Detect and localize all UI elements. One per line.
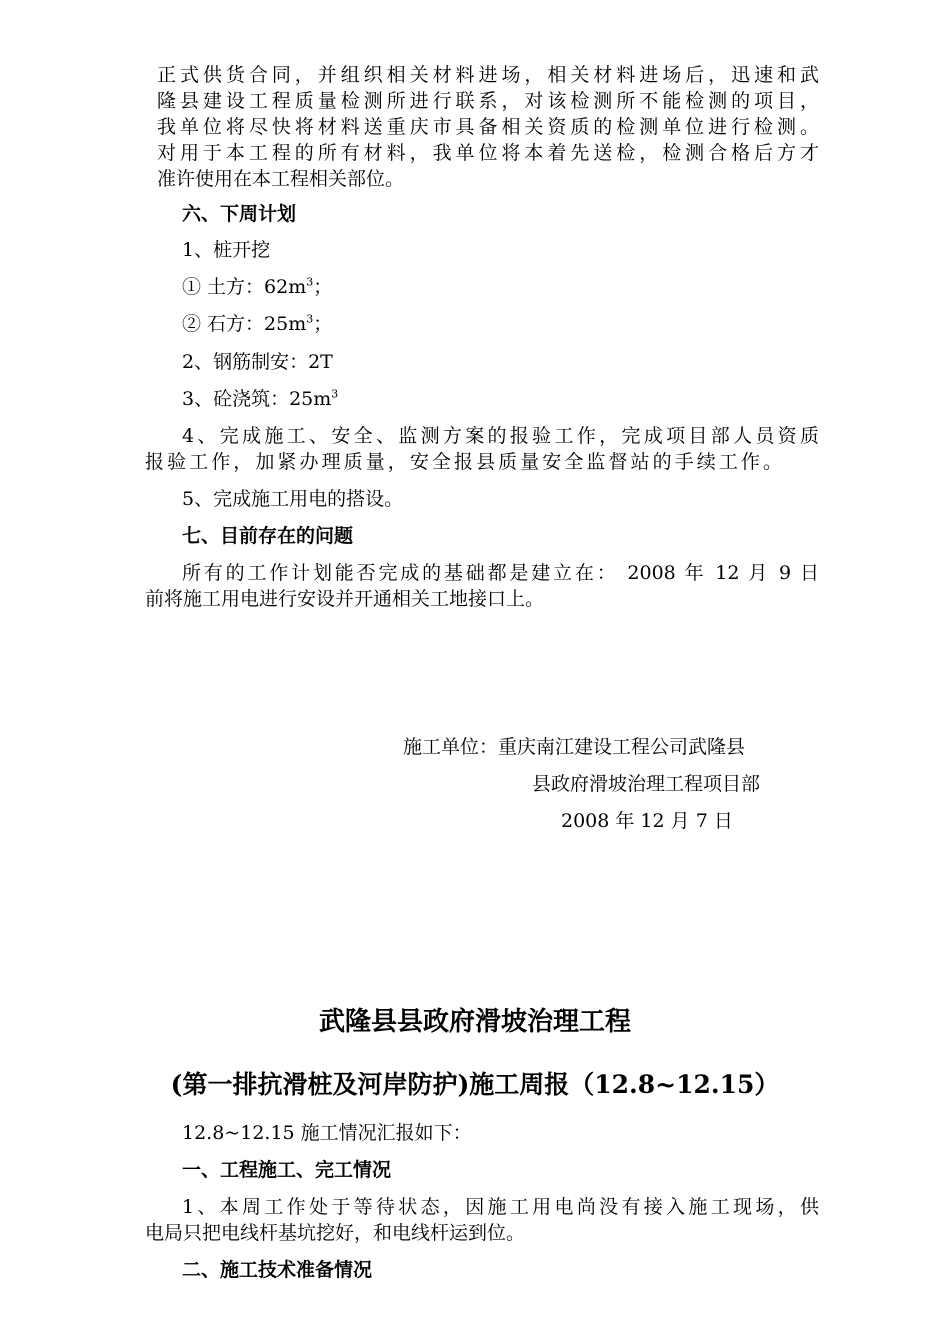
plan-item-3-exponent: 3 (331, 387, 339, 401)
section-7-heading: 七、目前存在的问题 (182, 525, 354, 547)
intro-line-1: 正式供货合同，并组织相关材料进场，相关材料进场后，迅速和武 (157, 64, 819, 86)
plan-item-1b-suffix: ； (313, 313, 333, 335)
signature-date: 2008 年 12 月 7 日 (561, 810, 733, 832)
plan-item-3 (182, 386, 338, 412)
plan-item-2: 2、钢筋制安：2T (182, 351, 333, 373)
report-section-1-line-1: 1、本周工作处于等待状态，因施工用电尚没有接入施工现场，供 (182, 1196, 819, 1218)
intro-line-2: 隆县建设工程质量检测所进行联系，对该检测所不能检测的项目， (157, 90, 819, 112)
signature-unit-line-2: 县政府滑坡治理工程项目部 (532, 773, 761, 795)
plan-item-5: 5、完成施工用电的搭设。 (182, 488, 404, 510)
report-intro: 12.8~12.15 施工情况汇报如下： (182, 1122, 472, 1144)
intro-line-3: 我单位将尽快将材料送重庆市具备相关资质的检测单位进行检测。 (157, 116, 819, 138)
plan-item-4-line-2: 报验工作，加紧办理质量，安全报县质量安全监督站的手续工作。 (145, 451, 782, 473)
plan-item-1a-exponent: 3 (306, 275, 314, 289)
report-subtitle: (第一排抗滑桩及河岸防护)施工周报（12.8~12.15） (170, 1070, 780, 1099)
report-section-1-heading: 一、工程施工、完工情况 (182, 1159, 392, 1181)
plan-item-1a-suffix: ； (313, 276, 333, 298)
signature-unit-line-1: 施工单位：重庆南江建设工程公司武隆县 (403, 736, 746, 758)
report-section-2-heading: 二、施工技术准备情况 (182, 1259, 373, 1281)
plan-item-4-line-1: 4、完成施工、安全、监测方案的报验工作，完成项目部人员资质 (182, 425, 819, 447)
plan-item-1b-text: ② 石方：25m (182, 313, 307, 335)
plan-item-1: 1、桩开挖 (182, 239, 271, 261)
plan-item-3-text: 3、砼浇筑：25m (182, 388, 332, 410)
report-section-1-line-2: 电局只把电线杆基坑挖好，和电线杆运到位。 (145, 1222, 526, 1244)
report-title: 武隆县县政府滑坡治理工程 (318, 1007, 631, 1037)
plan-item-1b (182, 311, 332, 337)
plan-item-1b-exponent: 3 (306, 312, 314, 326)
intro-line-5: 准许使用在本工程相关部位。 (157, 168, 405, 190)
section-6-heading: 六、下周计划 (182, 203, 297, 225)
plan-item-1a (182, 274, 332, 300)
intro-line-4: 对用于本工程的所有材料，我单位将本着先送检，检测合格后方才 (157, 142, 819, 164)
problem-line-1: 所有的工作计划能否完成的基础都是建立在： 2008 年 12 月 9 日 (182, 562, 819, 584)
plan-item-1a-text: ① 土方：62m (182, 276, 307, 298)
problem-line-2: 前将施工用电进行安设并开通相关工地接口上。 (145, 588, 545, 610)
